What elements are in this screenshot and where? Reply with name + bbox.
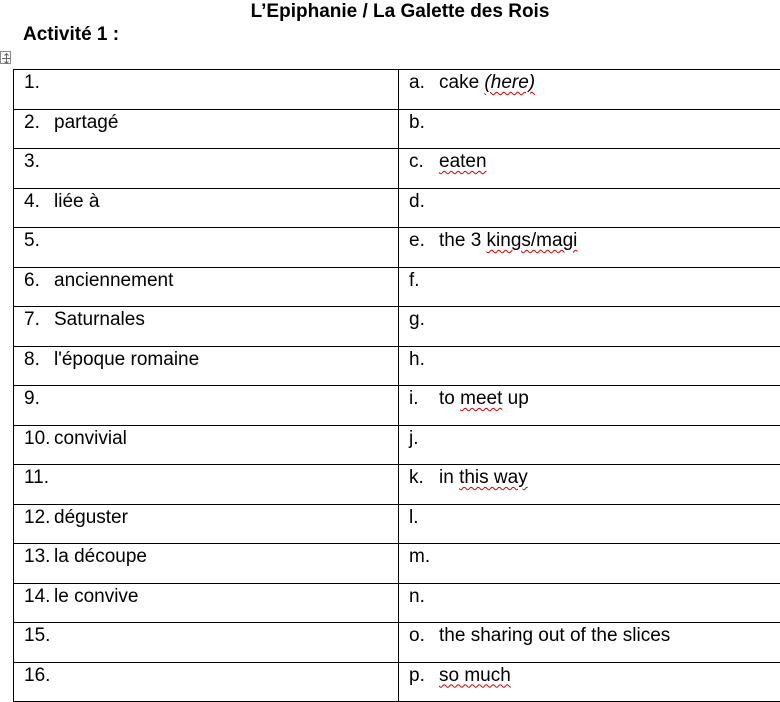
english-term-cell[interactable] xyxy=(399,504,780,544)
table-row xyxy=(14,346,780,386)
document-title: L’Epiphanie / La Galette des Rois xyxy=(0,1,780,23)
item-number: 3. xyxy=(24,151,54,173)
table-row xyxy=(14,583,780,623)
english-term-cell[interactable] xyxy=(399,425,780,465)
english-term-cell[interactable] xyxy=(399,544,780,584)
french-term: l'époque romaine xyxy=(54,349,199,370)
english-term: the 3 xyxy=(439,230,487,251)
french-term: le convive xyxy=(54,586,139,607)
item-number: 13. xyxy=(24,546,54,568)
activity-heading: Activité 1 : xyxy=(23,24,119,46)
item-number: 12. xyxy=(24,507,54,529)
table-row xyxy=(14,188,780,228)
table-row xyxy=(14,70,780,110)
english-term-cell[interactable] xyxy=(399,623,780,663)
french-term: anciennement xyxy=(54,270,173,291)
item-number: 2. xyxy=(24,112,54,134)
english-term-cell[interactable] xyxy=(399,346,780,386)
table-row xyxy=(14,425,780,465)
item-letter: d. xyxy=(409,191,439,213)
english-term-cell[interactable] xyxy=(399,662,780,702)
table-row xyxy=(14,623,780,663)
item-number: 7. xyxy=(24,309,54,331)
item-number: 15. xyxy=(24,625,54,647)
item-number: 5. xyxy=(24,230,54,252)
english-term-spellcheck: eaten xyxy=(439,151,487,172)
move-arrows-icon xyxy=(1,52,12,65)
english-term: to xyxy=(439,388,460,409)
table-row xyxy=(14,386,780,426)
item-number: 6. xyxy=(24,270,54,292)
item-letter: g. xyxy=(409,309,439,331)
english-term-spellcheck: this way xyxy=(459,467,528,488)
french-term-cell[interactable] xyxy=(14,267,399,307)
french-term-cell[interactable] xyxy=(14,544,399,584)
french-term-cell[interactable] xyxy=(14,307,399,347)
english-term-cell[interactable] xyxy=(399,267,780,307)
table-row xyxy=(14,149,780,189)
french-term-cell[interactable] xyxy=(14,465,399,505)
table-row xyxy=(14,228,780,268)
item-number: 14. xyxy=(24,586,54,608)
item-letter: j. xyxy=(409,428,439,450)
english-term-spellcheck: (here) xyxy=(484,72,535,93)
item-letter: h. xyxy=(409,349,439,371)
item-number: 8. xyxy=(24,349,54,371)
english-term-cell[interactable] xyxy=(399,307,780,347)
french-term-cell[interactable] xyxy=(14,623,399,663)
english-term-cell[interactable] xyxy=(399,70,780,110)
item-number: 11. xyxy=(24,467,54,489)
french-term-cell[interactable] xyxy=(14,228,399,268)
english-term-cell[interactable] xyxy=(399,583,780,623)
item-letter: e. xyxy=(409,230,439,252)
table-row xyxy=(14,267,780,307)
item-letter: m. xyxy=(409,546,439,568)
french-term: déguster xyxy=(54,507,128,528)
french-term: liée à xyxy=(54,191,99,212)
english-term-cell[interactable] xyxy=(399,228,780,268)
french-term-cell[interactable] xyxy=(14,346,399,386)
french-term: convivial xyxy=(54,428,127,449)
item-letter: i. xyxy=(409,388,439,410)
item-letter: n. xyxy=(409,586,439,608)
french-term-cell[interactable] xyxy=(14,149,399,189)
table-row xyxy=(14,504,780,544)
french-term: la découpe xyxy=(54,546,147,567)
item-letter: a. xyxy=(409,72,439,94)
english-term-cell[interactable] xyxy=(399,149,780,189)
item-letter: p. xyxy=(409,665,439,687)
english-term: the sharing out of the slices xyxy=(439,625,670,646)
french-term-cell[interactable] xyxy=(14,583,399,623)
french-term-cell[interactable] xyxy=(14,425,399,465)
item-letter: l. xyxy=(409,507,439,529)
french-term-cell[interactable] xyxy=(14,504,399,544)
table-row xyxy=(14,307,780,347)
english-term-tail: up xyxy=(502,388,528,409)
item-letter: c. xyxy=(409,151,439,173)
table-move-handle[interactable] xyxy=(0,51,11,64)
english-term: cake xyxy=(439,72,484,93)
item-number: 4. xyxy=(24,191,54,213)
english-term-spellcheck: meet xyxy=(460,388,502,409)
french-term-cell[interactable] xyxy=(14,188,399,228)
item-number: 16. xyxy=(24,665,54,687)
french-term: Saturnales xyxy=(54,309,145,330)
french-term-cell[interactable] xyxy=(14,109,399,149)
item-number: 10. xyxy=(24,428,54,450)
item-letter: b. xyxy=(409,112,439,134)
french-term-cell[interactable] xyxy=(14,662,399,702)
table-row xyxy=(14,662,780,702)
english-term-spellcheck: so much xyxy=(439,665,511,686)
item-number: 9. xyxy=(24,388,54,410)
english-term-cell[interactable] xyxy=(399,188,780,228)
vocabulary-table xyxy=(13,69,780,702)
french-term-cell[interactable] xyxy=(14,386,399,426)
english-term-cell[interactable] xyxy=(399,109,780,149)
english-term-cell[interactable] xyxy=(399,465,780,505)
english-term-spellcheck: kings/magi xyxy=(487,230,578,251)
item-letter: k. xyxy=(409,467,439,489)
table-row xyxy=(14,544,780,584)
english-term: in xyxy=(439,467,459,488)
table-row xyxy=(14,109,780,149)
item-letter: f. xyxy=(409,270,439,292)
table-row xyxy=(14,465,780,505)
french-term: partagé xyxy=(54,112,118,133)
english-term-cell[interactable] xyxy=(399,386,780,426)
french-term-cell[interactable] xyxy=(14,70,399,110)
item-number: 1. xyxy=(24,72,54,94)
item-letter: o. xyxy=(409,625,439,647)
